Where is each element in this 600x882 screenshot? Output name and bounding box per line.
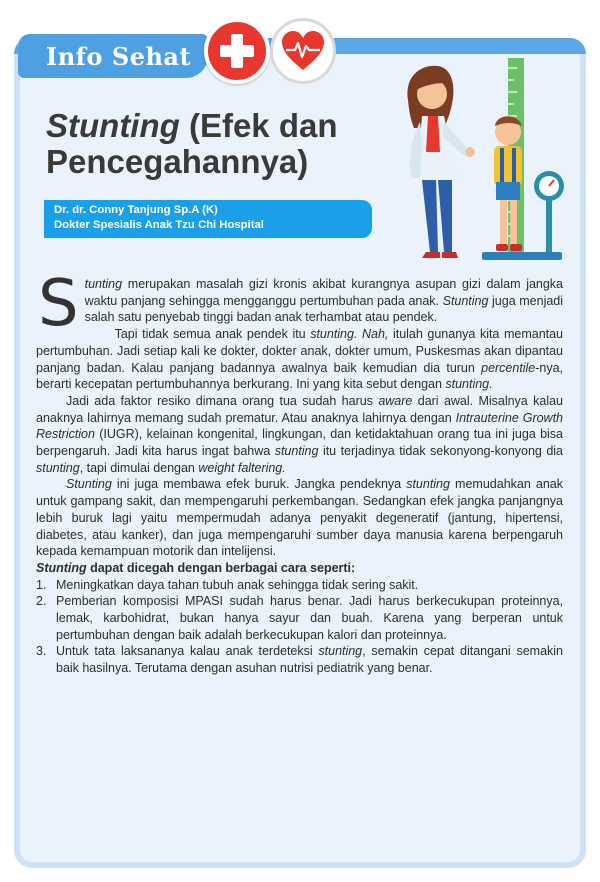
- list-item: [36, 577, 563, 594]
- author-box: [44, 200, 372, 238]
- text-run: -nya, berarti kecepatan pertumbuhannya berkurang. Ini yang kita sebut dengan: [36, 360, 563, 392]
- title-rest: (Efek dan Pencegahannya): [46, 107, 338, 180]
- text-run: ini juga membawa efek buruk. Jangka pendeknya: [111, 477, 407, 492]
- author-role: Dokter Spesialis Anak Tzu Chi Hospital: [54, 219, 264, 231]
- article-body: [36, 267, 564, 677]
- emphasis: Stunting: [36, 560, 87, 575]
- emphasis: stunting: [274, 444, 319, 459]
- text-run: Untuk tata laksananya kalau anak terdeteksi: [56, 644, 319, 659]
- paragraph-3: [36, 393, 563, 477]
- text-run: , tapi dimulai dengan: [79, 460, 199, 475]
- text-run: , semakin cepat ditangani semakin baik hasilnya. Terutama dengan asuhan nutrisi pediatrik yang benar.: [56, 644, 563, 676]
- paragraph-4: [36, 476, 563, 560]
- doctor-measuring-child-illustration: [400, 52, 586, 264]
- list-number: 3.: [36, 644, 47, 659]
- list-item: [36, 593, 563, 643]
- text-run: Jadi ada faktor resiko dimana orang tua sudah harus: [66, 393, 379, 408]
- medical-cross-icon: [204, 18, 270, 84]
- text-run: memudahkan anak untuk gampang sakit, dan mempengaruhi perkembangan. Sedangkan efek jangka panjangnya lebih buruk lagi yaitu mempermudah adanya penyakit degeneratif (jantung, hipertensi, diabetes, atau kanker), dan juga mempengaruhi sumber daya manusia karena berpengaruh kepada kemampuan motorik dan intelijensi.: [36, 477, 563, 559]
- text-run: Tapi tidak semua anak pendek itu: [114, 327, 311, 342]
- emphasis: aware: [378, 393, 413, 408]
- list-number: 2.: [36, 594, 47, 609]
- list-number: 1.: [36, 577, 47, 592]
- text-run: Pemberian komposisi MPASI sudah harus benar. Jadi harus berkecukupan proteinnya, lemak, karbohidrat, bukan hanya sayur dan buah. Karena yang berperan untuk pertumbuhan dengan baik adalah berkecukupan kalori dan proteinnya.: [56, 594, 563, 642]
- drop-cap: S: [38, 267, 79, 341]
- text-run: (IUGR), kelainan kongenital, lingkungan, dan ketidaktahuan orang tua ini juga bisa berpengaruh. Jadi kita harus ingat bahwa: [36, 427, 563, 459]
- emphasis: stunting: [406, 477, 450, 492]
- emphasis: tunting: [84, 277, 123, 291]
- emphasis: stunting: [36, 460, 80, 475]
- text-run: dapat dicegah dengan berbagai cara seperti:: [86, 560, 356, 575]
- list-item: [36, 643, 563, 676]
- paragraph-2: [36, 326, 563, 393]
- prevention-heading: [36, 560, 563, 577]
- section-tag: [18, 34, 208, 78]
- emphasis: weight faltering.: [198, 460, 286, 475]
- text-run: juga menjadi salah satu penyebab tinggi badan anak terhambat atau pendek.: [84, 293, 563, 325]
- emphasis: Stunting: [442, 293, 489, 308]
- section-tag-label: Info Sehat: [46, 41, 192, 71]
- heartbeat-heart-icon: [270, 18, 336, 84]
- title-italic: Stunting: [46, 107, 180, 144]
- emphasis: Stunting: [66, 477, 112, 492]
- emphasis: stunting. Nah,: [310, 327, 389, 342]
- text-run: dari awal. Misalnya kalau anaknya lahirnya memang sudah prematur. Atau anaknya lahirnya dengan: [36, 393, 563, 425]
- author-name: Dr. dr. Conny Tanjung Sp.A (K): [54, 204, 218, 216]
- emphasis: Intrauterine Growth Restriction: [36, 410, 563, 442]
- article-title: [46, 108, 406, 180]
- text-run: Meningkatkan daya tahan tubuh anak sehingga tidak sering sakit.: [56, 577, 419, 592]
- emphasis: stunting.: [445, 377, 493, 392]
- text-run: merupakan masalah gizi kronis akibat kurangnya asupan gizi dalam jangka waktu panjang sehingga mengganggu pertumbuhan pada anak.: [84, 277, 563, 308]
- emphasis: percentile: [481, 360, 536, 375]
- text-run: itulah gunanya kita memantau pertumbuhan. Jadi setiap kali ke dokter, dokter anak, dokter umum, Puskesmas akan dipantau panjang badan. Kalau panjang badannya awalnya baik kemudian dia turun: [36, 327, 564, 375]
- emphasis: stunting: [318, 644, 363, 659]
- prevention-list: [36, 577, 563, 677]
- text-run: itu terjadinya tidak sekonyong-konyong dia: [318, 444, 564, 459]
